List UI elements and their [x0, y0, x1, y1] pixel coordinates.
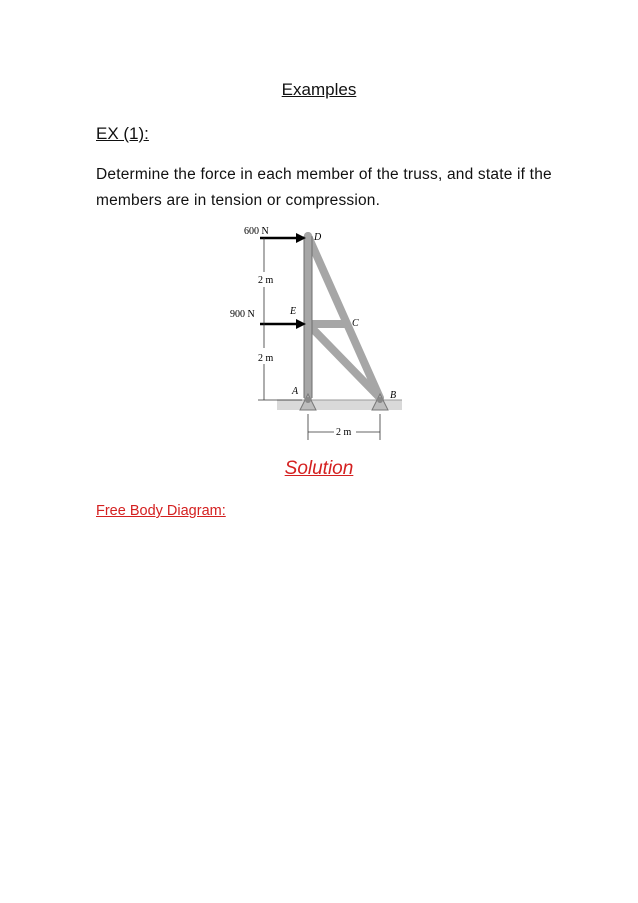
member-eb: [308, 324, 380, 398]
free-body-diagram-label: Free Body Diagram:: [96, 503, 226, 519]
dim-lower-label: 2 m: [258, 353, 274, 364]
load-top-label: 600 N: [244, 226, 269, 237]
node-c-label: C: [352, 318, 359, 329]
page-title: Examples: [281, 80, 357, 99]
example-heading: EX (1):: [96, 124, 149, 143]
truss-diagram: [222, 222, 412, 444]
node-b-label: B: [390, 390, 397, 401]
truss-members: [308, 236, 380, 398]
problem-statement: Determine the force in each member of the truss, and state if the members are in tension or compression.: [96, 166, 552, 209]
solution-heading: Solution: [284, 458, 354, 479]
node-d-label: D: [314, 232, 322, 243]
truss-figure: [222, 222, 412, 444]
dimension-left: [258, 238, 302, 400]
dim-upper-label: 2 m: [258, 275, 274, 286]
member-dcb: [308, 236, 380, 398]
dim-base-label: 2 m: [336, 427, 352, 438]
node-e-label: E: [290, 306, 297, 317]
pin-a: [305, 397, 311, 403]
node-a-label: A: [292, 386, 299, 397]
pin-b: [377, 397, 383, 403]
load-mid-label: 900 N: [230, 309, 255, 320]
